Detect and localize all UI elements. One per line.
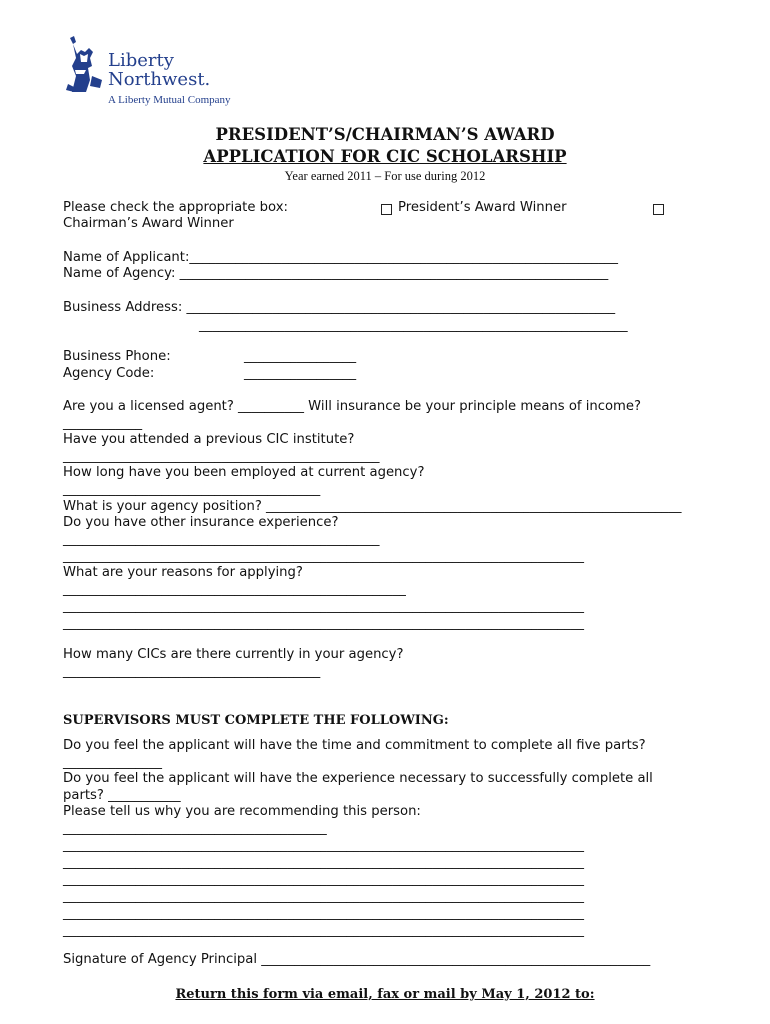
- recommendation-answer-line[interactable]: _______________________________________________________________________________: [63, 889, 584, 904]
- chairman-award-label: Chairman’s Award Winner: [63, 216, 234, 231]
- logo-line1: Liberty: [108, 50, 174, 71]
- recommendation-answer-line[interactable]: _______________________________________________________________________________: [63, 906, 584, 921]
- principal-signature-field[interactable]: Signature of Agency Principal ___________________________________________________________: [63, 952, 651, 967]
- supervisor-heading: SUPERVISORS MUST COMPLETE THE FOLLOWING:: [63, 713, 449, 728]
- year-note: Year earned 2011 – For use during 2012: [284, 169, 486, 183]
- return-instructions: Return this form via email, fax or mail by May 1, 2012 to:: [175, 987, 595, 1002]
- reasons-answer-line3[interactable]: _______________________________________________________________________________: [63, 616, 584, 631]
- president-award-label: President’s Award Winner: [398, 200, 567, 215]
- recommendation-answer-line[interactable]: _______________________________________________________________________________: [63, 838, 584, 853]
- page-subtitle-heading: APPLICATION FOR CIC SCHOLARSHIP: [203, 147, 567, 166]
- reasons-answer-line1[interactable]: ____________________________________________________: [63, 582, 406, 597]
- reasons-answer-line2[interactable]: _______________________________________________________________________________: [63, 599, 584, 614]
- logo-tagline: A Liberty Mutual Company: [108, 94, 231, 106]
- business-phone-label: Business Phone:: [63, 349, 171, 364]
- cic-institute-answer[interactable]: ________________________________________________: [63, 449, 380, 464]
- experience-answer[interactable]: parts? ___________: [63, 788, 181, 803]
- income-answer-field[interactable]: ____________: [63, 416, 143, 431]
- recommendation-answer-line[interactable]: _______________________________________________________________________________: [63, 923, 584, 938]
- logo-line2: Northwest.: [108, 69, 211, 90]
- reasons-question: What are your reasons for applying?: [63, 565, 303, 580]
- recommendation-question: Please tell us why you are recommending this person:: [63, 804, 421, 819]
- other-experience-answer-line2[interactable]: _______________________________________________________________________________: [63, 549, 584, 564]
- cic-count-answer[interactable]: _______________________________________: [63, 664, 321, 679]
- cic-institute-question: Have you attended a previous CIC institute?: [63, 432, 355, 447]
- employment-length-answer[interactable]: _______________________________________: [63, 482, 321, 497]
- chairman-award-checkbox[interactable]: [653, 204, 664, 215]
- applicant-name-field[interactable]: Name of Applicant:_________________________________________________________________: [63, 250, 618, 265]
- recommendation-answer-line[interactable]: _______________________________________________________________________________: [63, 872, 584, 887]
- company-logo: [62, 36, 262, 108]
- business-address-line2[interactable]: _________________________________________________________________: [199, 318, 628, 333]
- agency-name-field[interactable]: Name of Agency: _________________________________________________________________: [63, 266, 609, 281]
- other-experience-answer[interactable]: ________________________________________________: [63, 532, 380, 547]
- employment-length-question: How long have you been employed at current agency?: [63, 465, 425, 480]
- agency-code-field[interactable]: _________________: [244, 366, 357, 381]
- statue-of-liberty-icon: [62, 36, 106, 94]
- experience-question: Do you feel the applicant will have the experience necessary to successfully complete all: [63, 771, 653, 786]
- other-experience-question: Do you have other insurance experience?: [63, 515, 339, 530]
- agency-position-field[interactable]: What is your agency position? _______________________________________________________________: [63, 499, 682, 514]
- time-commitment-answer[interactable]: _______________: [63, 755, 162, 770]
- time-commitment-question: Do you feel the applicant will have the time and commitment to complete all five parts?: [63, 738, 646, 753]
- business-address-field[interactable]: Business Address: _________________________________________________________________: [63, 300, 616, 315]
- recommendation-answer-line[interactable]: _______________________________________________________________________________: [63, 855, 584, 870]
- licensed-agent-question[interactable]: Are you a licensed agent? __________ Will insurance be your principle means of income?: [63, 399, 642, 414]
- president-award-checkbox[interactable]: [381, 204, 392, 215]
- page-title: PRESIDENT’S/CHAIRMAN’S AWARD: [215, 125, 555, 144]
- recommendation-answer-line1[interactable]: ________________________________________: [63, 821, 327, 836]
- business-phone-field[interactable]: _________________: [244, 349, 357, 364]
- agency-code-label: Agency Code:: [63, 366, 155, 381]
- cic-count-question: How many CICs are there currently in your agency?: [63, 647, 404, 662]
- check-prompt: Please check the appropriate box:: [63, 200, 288, 215]
